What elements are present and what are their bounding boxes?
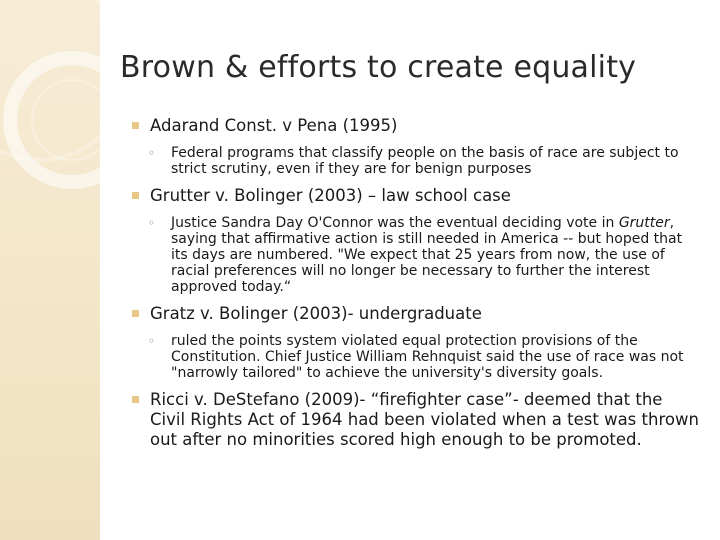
sub-bullet-adarand: [128, 145, 702, 177]
bullet-adarand: [128, 116, 702, 136]
bullet-square-icon: [132, 310, 139, 317]
sub-bullet-text-start: Justice Sandra Day O'Connor was the eventual deciding vote in: [171, 215, 619, 231]
slide-content: [128, 116, 702, 459]
bullet-text: Adarand Const. v Pena (1995): [150, 116, 398, 135]
sub-bullet-text-end: , saying that affirmative action is still needed in America -- but hoped that its days are numbered. "We expect that 25 years from now, the use of racial preferences will no longer be necessary to further the interest approved today.“: [171, 215, 683, 295]
sub-bullet-circle-icon: ◦: [148, 216, 156, 230]
sub-bullet-gratz: [128, 333, 702, 381]
sub-bullet-text: Federal programs that classify people on the basis of race are subject to strict scrutiny, even if they are for benign purposes: [171, 145, 679, 177]
bullet-text: Grutter v. Bolinger (2003) – law school case: [150, 186, 511, 205]
sub-bullet-grutter: [128, 215, 702, 295]
bullet-grutter: [128, 186, 702, 206]
slide-title: Brown & efforts to create equality: [120, 50, 637, 85]
decorative-sidebar: [0, 0, 100, 540]
bullet-text: Gratz v. Bolinger (2003)- undergraduate: [150, 304, 482, 323]
bullet-square-icon: [132, 192, 139, 199]
sidebar-circles-graphic: [0, 0, 100, 540]
sub-bullet-circle-icon: ◦: [148, 334, 156, 348]
bullet-square-icon: [132, 396, 139, 403]
bullet-text: Ricci v. DeStefano (2009)- “firefighter case”- deemed that the Civil Rights Act of 1964 had been violated when a test was thrown out after no minorities scored high enough to be promoted.: [150, 390, 699, 449]
bullet-square-icon: [132, 122, 139, 129]
sub-bullet-text: ruled the points system violated equal protection provisions of the Constitution. Chief Justice William Rehnquist said the use of race was not "narrowly tailored" to achieve the university's diversity goals.: [171, 333, 684, 381]
bullet-ricci: [128, 390, 702, 450]
case-name-italic: Grutter: [618, 215, 670, 231]
sub-bullet-circle-icon: ◦: [148, 146, 156, 160]
bullet-gratz: [128, 304, 702, 324]
